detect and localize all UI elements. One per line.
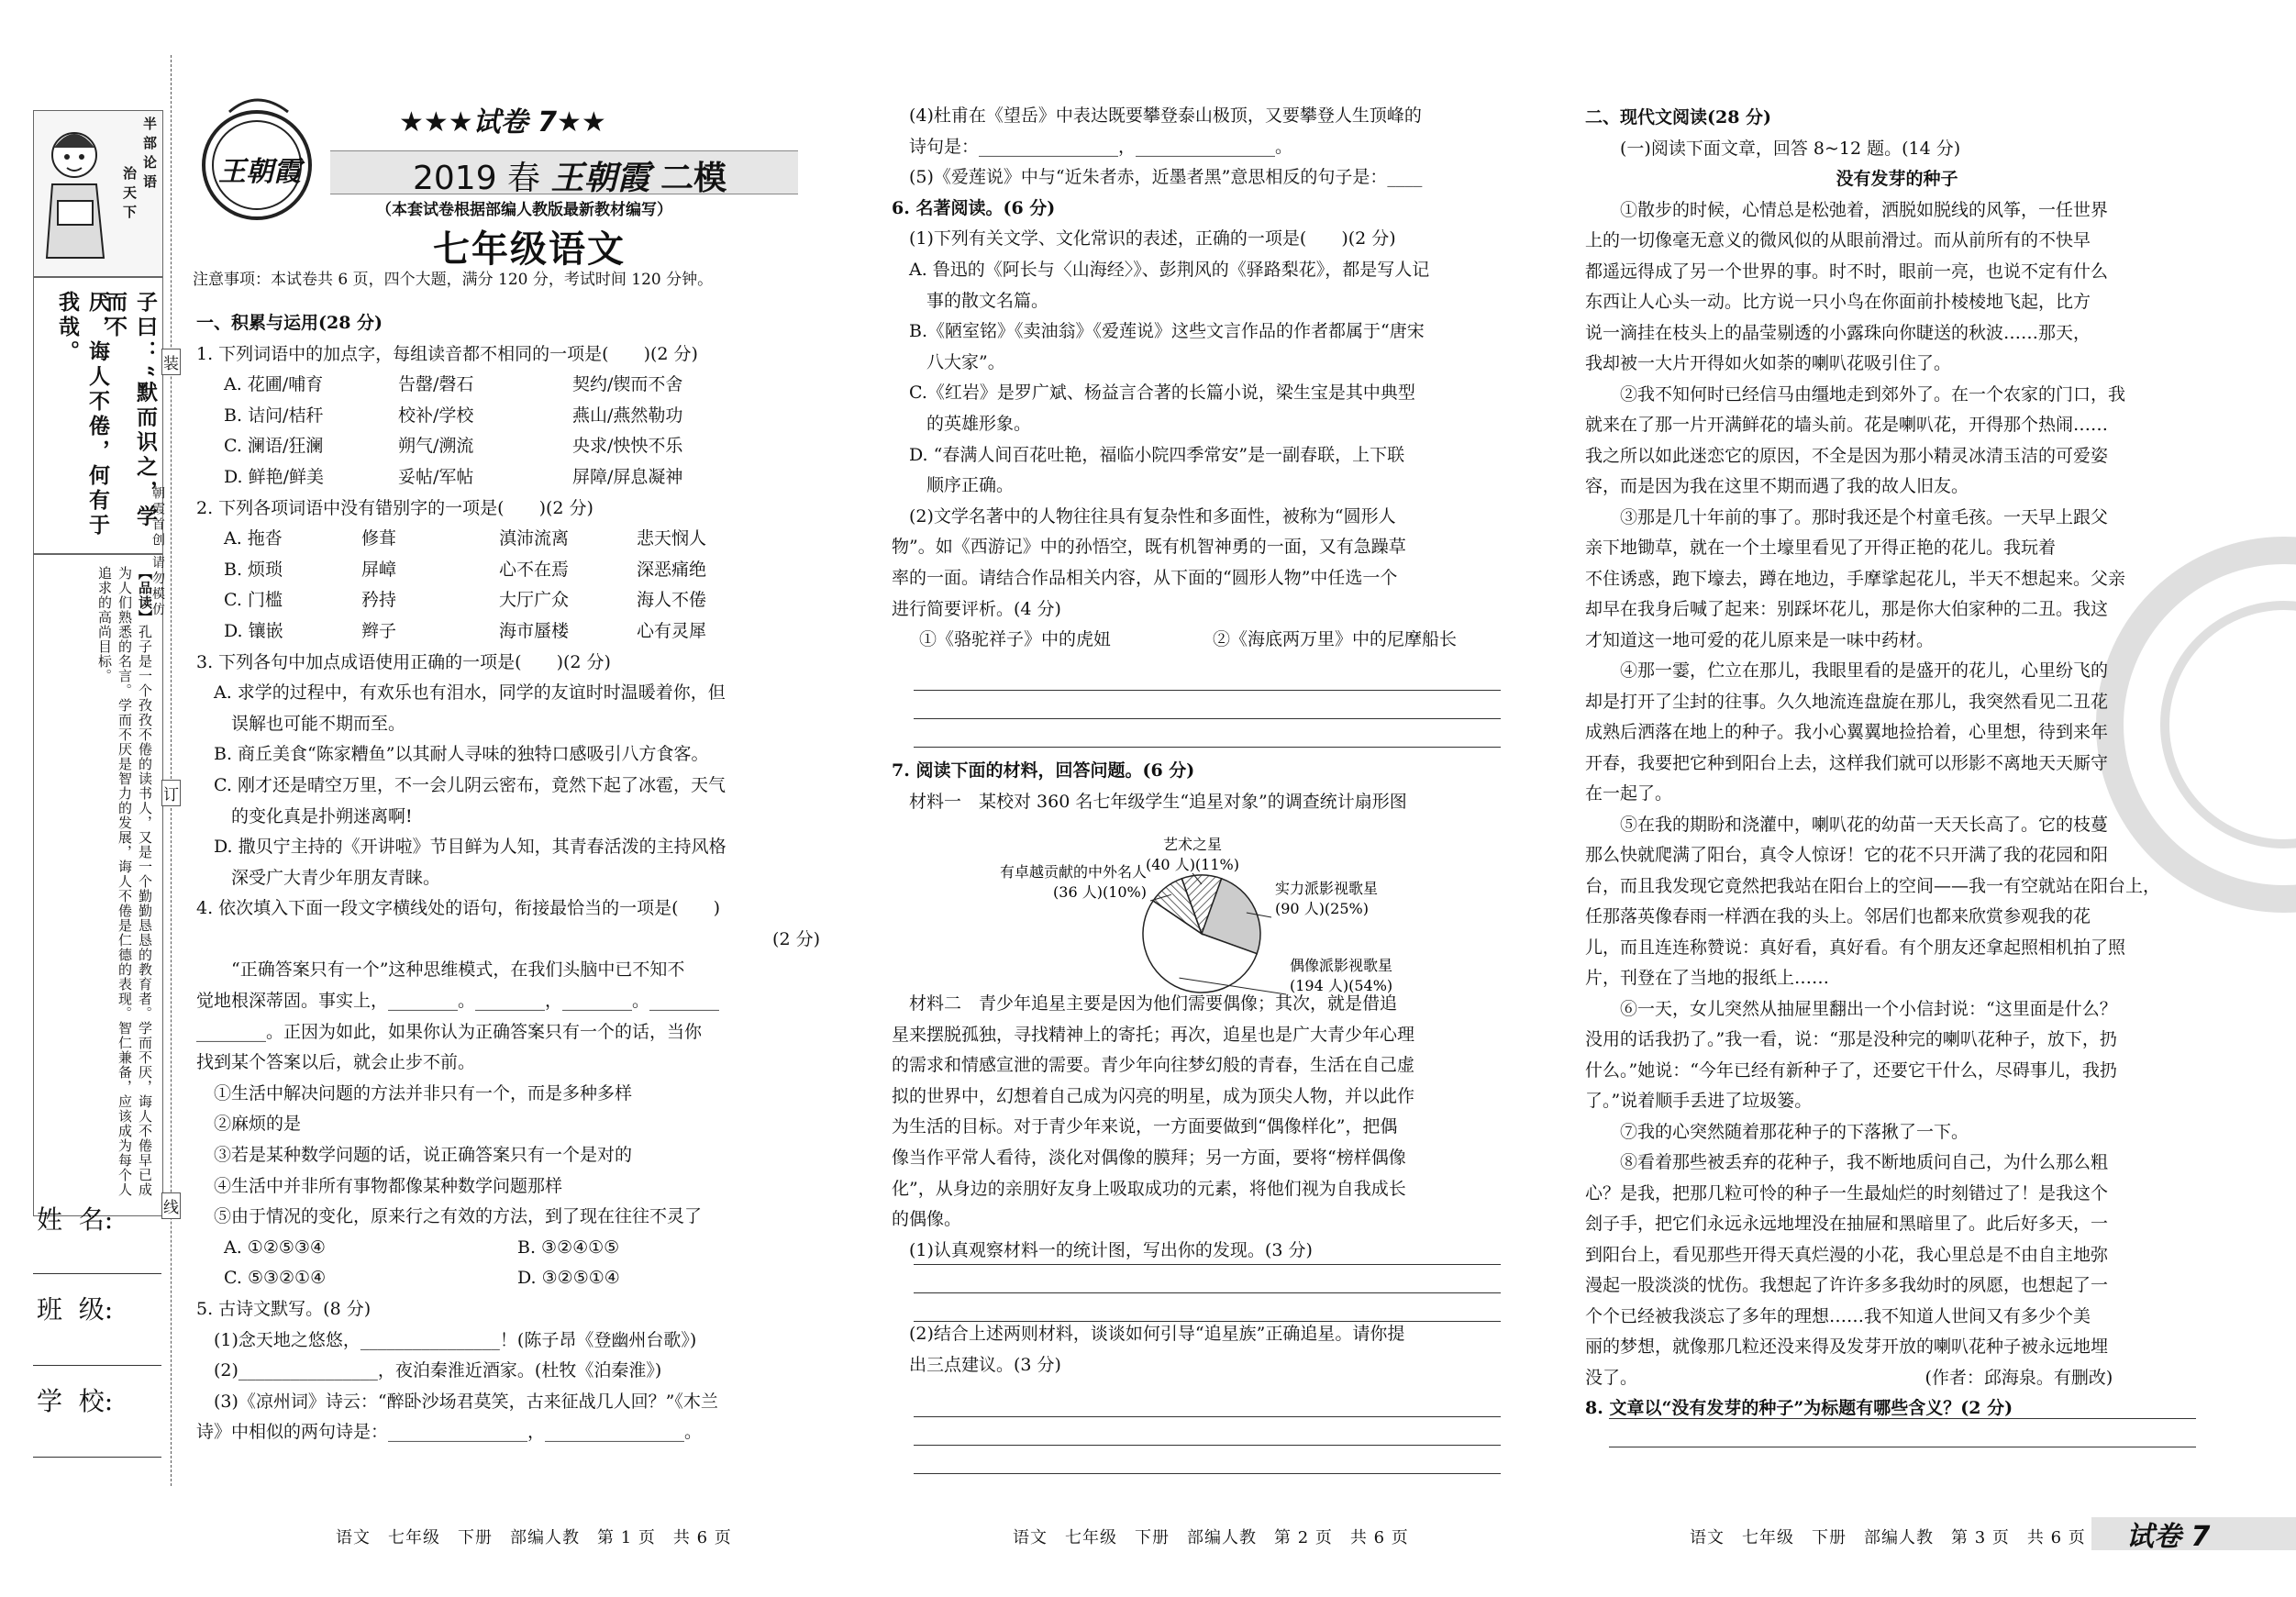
col1-line <box>196 1233 820 1264</box>
col3-line <box>1585 1332 2209 1363</box>
option-cell: 心有灵犀 <box>637 620 707 641</box>
col3-line <box>1585 933 2209 964</box>
cut-mark-3: 线 <box>161 1192 181 1219</box>
option-cell: 妥帖/军帖 <box>398 466 474 487</box>
col2c-line <box>892 1081 1515 1113</box>
col1-line <box>196 863 820 894</box>
text-line: 都遥远得成了另一个世界的事。时不时，眼前一亮，也说不定有什么 <box>1585 261 2109 282</box>
text-line: 进行简要评析。(4 分) <box>892 598 1061 619</box>
col2-line <box>892 348 1515 379</box>
sidebar-brand-text-1: 半部论语 <box>141 116 158 194</box>
footer-tag: 试卷 7 <box>2126 1521 2211 1553</box>
text-line: 误解也可能不期而至。 <box>231 713 406 734</box>
col1-line <box>196 1356 820 1387</box>
option-cell: A. 拖沓 <box>224 528 283 549</box>
pie-count-label: (36 人)(10%) <box>1053 883 1147 901</box>
col1-line <box>196 462 820 494</box>
sidebar-brand-text-2: 治天下 <box>121 166 138 224</box>
col3-line <box>1585 349 2209 380</box>
option-cell: B. ③②④①⑤ <box>517 1237 620 1258</box>
text-line: 诗句是：________________，________________。 <box>909 136 1293 157</box>
q7-1-answer-lines[interactable] <box>914 1237 1501 1322</box>
text-line: 说一滴挂在枝头上的晶莹剔透的小露珠向你睫送的秋波……那天， <box>1585 322 2091 343</box>
text-line: 5. 古诗文默写。(8 分) <box>196 1299 372 1319</box>
sidebar <box>28 64 165 1458</box>
binding-dashed-line <box>171 55 172 1486</box>
text-line: (5)《爱莲说》中与“近朱者赤，近墨者黑”意思相反的句子是：____ <box>909 167 1423 188</box>
column-2 <box>892 101 1515 656</box>
text-line: C.《红岩》是罗广斌、杨益言合著的长篇小说，梁生宝是其中典型 <box>909 383 1415 404</box>
text-line: 拟的世界中，幻想着自己成为闪亮的明星，成为顶尖人物，并以此作 <box>892 1085 1415 1106</box>
col2-line <box>892 101 1515 132</box>
col3-line <box>1585 164 2209 195</box>
col3-line <box>1585 195 2209 227</box>
text-line: ⑥一天，女儿突然从抽屉里翻出一个小信封说：“这里面是什么？ <box>1620 998 2117 1019</box>
pie-label: 有卓越贡献的中外名人 <box>999 863 1147 881</box>
col2-line <box>892 532 1515 563</box>
col3-line <box>1585 257 2209 288</box>
text-line: 8. 文章以“没有发芽的种子”为标题有哪些含义？(2 分) <box>1585 1398 2013 1418</box>
text-line: 没用的话我扔了。”我一看，说：“那是没种完的喇叭花种子，放下，扔 <box>1585 1029 2117 1049</box>
sidebar-quote-right: 子曰：“默而识之，学而不 <box>103 291 158 530</box>
text-line: 星来摆脱孤独，寻找精神上的寄托；再次，追星也是广大青少年心理 <box>892 1024 1415 1045</box>
text-line: ①散步的时候，心情总是松弛着，洒脱如脱线的风筝，一任世界 <box>1620 199 2109 220</box>
text-line: 我却被一大片开得如火如荼的喇叭花吸引住了。 <box>1585 353 1952 373</box>
col2-line <box>892 316 1515 348</box>
option-cell: C. 澜语/狂澜 <box>224 436 324 457</box>
text-line: 的变化真是扑朔迷离啊! <box>231 805 413 826</box>
title-brand: 王朝霞 <box>550 160 650 197</box>
col1-line <box>196 1202 820 1233</box>
text-line: 我之所以如此迷恋它的原因，不全是因为那小精灵冰清玉洁的可爱姿 <box>1585 445 2109 466</box>
paper-number: ★★★试卷 7★★ <box>399 106 606 139</box>
col2-line <box>892 224 1515 255</box>
text-line: 容，而是因为我在这里不期而遇了我的故人旧友。 <box>1585 476 1969 496</box>
text-line: A. 鲁迅的《阿长与〈山海经〉》、彭荆风的《驿路梨花》，都是写人记 <box>909 259 1430 280</box>
option-cell: 大厅广众 <box>499 590 570 611</box>
col1-line <box>196 1048 820 1079</box>
option-cell: D. 镶嵌 <box>224 620 283 641</box>
text-line: 7. 阅读下面的材料，回答问题。(6 分) <box>892 760 1195 781</box>
text-line: (1)认真观察材料一的统计图，写出你的发现。(3 分) <box>909 1239 1313 1260</box>
option-cell: D. ③②⑤①④ <box>517 1268 620 1289</box>
text-line: 3. 下列各句中加点成语使用正确的一项是( )(2 分) <box>196 651 611 672</box>
sidebar-quote-left: 厌，诲人不倦，何有于我哉。 <box>55 291 110 538</box>
text-line: 找到某个答案以后，就会止步不前。 <box>196 1052 476 1073</box>
header <box>193 92 816 312</box>
col2-line <box>892 440 1515 471</box>
col3-line <box>1585 1240 2209 1271</box>
name-field[interactable] <box>33 1273 161 1274</box>
text-line: ⑤在我的期盼和浇灌中，喇叭花的幼苗一天天长高了。它的枝蔓 <box>1620 814 2109 835</box>
text-line: 上的一切像毫无意义的微风似的从眼前滑过。而从前所有的不快早 <box>1585 230 2091 250</box>
col3-line <box>1585 471 2209 503</box>
option-cell: 修葺 <box>361 528 397 549</box>
column-2-q7-2 <box>892 1319 1515 1381</box>
col3-line <box>1585 1025 2209 1056</box>
text-line: (1)念天地之悠悠，________________！(陈子昂《登幽州台歌》) <box>214 1329 697 1350</box>
text-line: 化”，从身边的亲朋好友身上吸取成功的元素，将他们视为自我成长 <box>892 1178 1406 1199</box>
col3-line <box>1585 994 2209 1026</box>
col1-line <box>196 616 820 648</box>
col1-line <box>196 524 820 555</box>
text-line: D. “春满人间百花吐艳，福临小院四季常安”是一副春联，上下联 <box>909 444 1405 465</box>
text-line: 才知道这一地可爱的花儿原来是一味中药材。 <box>1585 629 1935 650</box>
col2-line <box>892 162 1515 194</box>
sidebar-note-text: 孔子是一个孜孜不倦的读书人，又是一个勤勤恳恳的教育者。学而不厌，诲人不倦早已成为人们熟悉的名言。学而不厌是智力的发展，诲人不倦是仁德的表现。智仁兼备，应该成为每个人追求的高尚目标。 <box>96 566 153 1197</box>
text-line: 的需求和情感宣泄的需要。青少年向往梦幻般的青春，生活在自己虚 <box>892 1055 1415 1076</box>
column-2-material-2 <box>892 989 1515 1266</box>
col2-line <box>892 194 1515 225</box>
option-cell: 辫子 <box>361 620 397 641</box>
col1-line <box>196 1109 820 1140</box>
text-line: 像当作平常人看待，淡化对偶像的膜拜；另一方面，要将“榜样偶像 <box>892 1147 1406 1168</box>
option-cell: 校补/学校 <box>398 405 474 426</box>
text-line: 觉地根深蒂固。事实上，________。________，________。________ <box>196 991 720 1012</box>
text-line: 到阳台上，看见那些开得天真烂漫的小花，我心里总是不由自主地弥 <box>1585 1244 2109 1265</box>
text-line: A. 求学的过程中，有欢乐也有泪水，同学的友谊时时温暖着你，但 <box>214 682 726 704</box>
option-cell: 告罄/磬石 <box>398 374 474 395</box>
text-line: 没有发芽的种子 <box>1836 169 1958 189</box>
col1-line <box>196 986 820 1017</box>
col1-line <box>196 1387 820 1418</box>
col2c-line <box>892 1143 1515 1174</box>
text-line: B.《陋室铭》《卖油翁》《爱莲说》这些文言作品的作者都属于“唐宋 <box>909 321 1425 342</box>
col3-line <box>1585 380 2209 411</box>
pie-count-label: (194 人)(54%) <box>1290 977 1393 994</box>
text-line: 台，而且我发现它竟然把我站在阳台上的空间——我一有空就站在阳台上， <box>1585 875 2161 896</box>
text-line: (一)阅读下面文章，回答 8~12 题。(14 分) <box>1620 138 1961 159</box>
text-line: 事的散文名篇。 <box>926 290 1049 311</box>
footer-page-2: 语文 七年级 下册 部编人教 第 2 页 共 6 页 <box>1013 1528 1409 1547</box>
text-line: ③那是几十年前的事了。那时我还是个村童毛孩。一天早上跟父 <box>1620 506 2109 527</box>
col1-line <box>196 431 820 462</box>
option-cell: B. 烦琐 <box>224 559 283 580</box>
col2-line <box>892 378 1515 409</box>
text-line: D. 撒贝宁主持的《开讲啦》节目鲜为人知，其青春活泼的主持风格 <box>214 837 727 858</box>
text-line: (2)结合上述两则材料，谈谈如何引导“追星族”正确追星。请你提 <box>909 1324 1405 1344</box>
col1-line <box>196 308 820 339</box>
text-line: C. 刚才还是晴空万里，不一会儿阴云密布，竟然下起了冰雹，天气 <box>214 774 726 795</box>
sidebar-quote-box <box>33 277 163 554</box>
col1-line <box>196 401 820 432</box>
col3-line <box>1585 1363 2209 1394</box>
option-cell: 滇沛流离 <box>499 528 570 549</box>
option-cell: ②《海底两万里》中的尼摩船长 <box>1213 629 1458 650</box>
col1-line <box>196 832 820 863</box>
col1-line <box>196 1263 820 1294</box>
text-line: 个个已经被我淡忘了多年的理想……我不知道人世间又有多少个美 <box>1585 1305 2091 1326</box>
text-line: 没了。 (作者：邱海泉。有删改) <box>1585 1367 2113 1388</box>
col1-line <box>196 370 820 401</box>
option-cell: 海人不倦 <box>637 590 707 611</box>
text-line: ⑦我的心突然随着那花种子的下落揪了一下。 <box>1620 1121 1969 1142</box>
text-line: (4)杜甫在《望岳》中表达既要攀登泰山极顶，又要攀登人生顶峰的 <box>909 105 1422 126</box>
col2c-line <box>892 1020 1515 1051</box>
text-line: (3)《凉州词》诗云：“醉卧沙场君莫笑，古来征战几人回？”《木兰 <box>214 1391 718 1412</box>
col1-line <box>196 925 820 956</box>
school-label: 学 校: <box>37 1386 114 1416</box>
col1-line <box>196 709 820 740</box>
text-line: 什么。”她说：“今年已经有新种子了，还要它干什么，尽碍事儿，我扔 <box>1585 1059 2117 1081</box>
text-line: 材料一 某校对 360 名七年级学生“追星对象”的调查统计扇形图 <box>909 791 1407 812</box>
text-line: 了。”说着顺手丢进了垃圾篓。 <box>1585 1091 1813 1111</box>
text-line: 亲下地锄草，就在一个土壕里看见了开得正艳的花儿。我玩着 <box>1585 538 2057 558</box>
option-cell: 心不在焉 <box>499 559 570 580</box>
option-cell: C. 门槛 <box>224 590 283 611</box>
pie-count-label: (90 人)(25%) <box>1275 900 1369 917</box>
col3-line <box>1585 226 2209 257</box>
col3-line <box>1585 1117 2209 1148</box>
school-field[interactable] <box>33 1457 161 1458</box>
text-line: 刽子手，把它们永远永远地埋没在抽屉和黑暗里了。此后好多天，一 <box>1585 1214 2109 1234</box>
text-line: ⑤由于情况的变化，原来行之有效的方法，到了现在往往不灵了 <box>214 1206 703 1227</box>
text-line: “正确答案只有一个”这种思维模式，在我们头脑中已不知不 <box>231 959 685 981</box>
text-line: 那么快就爬满了阳台，真令人惊讶！它的花不只开满了我的花园和阳 <box>1585 845 2109 865</box>
col2-line <box>892 409 1515 440</box>
column-2-q7 <box>892 756 1515 817</box>
footer-page-1: 语文 七年级 下册 部编人教 第 1 页 共 6 页 <box>336 1528 732 1547</box>
col2-line <box>892 563 1515 594</box>
col3-line <box>1585 1179 2209 1210</box>
text-line: ②麻烦的是 <box>214 1114 302 1135</box>
option-cell: A. 花圃/哺育 <box>224 374 324 395</box>
col3-line <box>1585 410 2209 441</box>
text-line: 在一起了。 <box>1585 783 1673 804</box>
sidebar-brand-box <box>33 110 163 277</box>
col2b-line <box>892 756 1515 787</box>
text-line: (2)________________，夜泊秦淮近酒家。(杜牧《泊秦淮》) <box>214 1360 662 1381</box>
column-1 <box>196 308 820 1448</box>
option-cell: A. ①②⑤③④ <box>224 1237 326 1258</box>
col3-line <box>1585 134 2209 165</box>
text-line: ②我不知何时已经信马由缰地走到郊外了。在一个农家的门口，我 <box>1620 383 2126 405</box>
title-line <box>413 152 727 199</box>
col1-line <box>196 648 820 679</box>
col3-line <box>1585 1270 2209 1302</box>
col1-line <box>196 1294 820 1325</box>
col1-line <box>196 1417 820 1448</box>
col1-line <box>196 802 820 833</box>
col1-line <box>196 494 820 525</box>
text-line: B. 商丘美食“陈家糟鱼”以其耐人寻味的独特口感吸引八方食客。 <box>214 744 709 765</box>
title-suffix: 二模 <box>660 160 727 197</box>
text-line: 开春，我要把它种到阳台上去，这样我们就可以形影不离地天天厮守 <box>1585 752 2109 773</box>
text-line: 2. 下列各项词语中没有错别字的一项是( )(2 分) <box>196 497 593 518</box>
sidebar-note-box <box>33 554 163 1216</box>
footer-page-3: 语文 七年级 下册 部编人教 第 3 页 共 6 页 <box>1690 1528 2086 1547</box>
text-line: 不住诱惑，跑下壕去，蹲在地边，手摩挲起花儿，半天不想起来。父亲 <box>1585 568 2126 589</box>
text-line: ③若是某种数学问题的话，说正确答案只有一个是对的 <box>214 1145 633 1166</box>
col2c-line <box>892 1174 1515 1205</box>
col2c-line <box>892 1050 1515 1081</box>
text-line: 6. 名著阅读。(6 分) <box>892 197 1056 218</box>
option-cell: 燕山/燕然勒功 <box>572 405 683 426</box>
sidebar-note-label: 【品读】 <box>137 566 153 625</box>
cut-mark-2: 订 <box>161 780 181 806</box>
boy-reading-icon <box>39 120 111 267</box>
col1-line <box>196 1079 820 1110</box>
col1-line <box>196 339 820 371</box>
option-cell: D. 鲜艳/鲜美 <box>224 466 325 487</box>
text-line: 物”。如《西游记》中的孙悟空，既有机智神勇的一面，又有急躁草 <box>892 537 1406 558</box>
text-line: 二、现代文阅读(28 分) <box>1585 107 1772 128</box>
text-line: 为生活的目标。对于青少年来说，一方面要做到“偶像样化”，把偶 <box>892 1116 1398 1137</box>
text-line: ________。正因为如此，如果你认为正确答案只有一个的话，当你 <box>196 1021 703 1042</box>
q6-answer-lines[interactable] <box>914 662 1501 748</box>
text-line: 一、积累与运用(28 分) <box>196 313 383 333</box>
text-line: 漫起一股淡淡的忧伤。我想起了许许多多我幼时的夙愿，也想起了一 <box>1585 1275 2109 1295</box>
option-cell: 屏嶂 <box>361 559 397 580</box>
col3-line <box>1585 1209 2209 1240</box>
col2-line <box>892 255 1515 286</box>
text-line: 的英雄形象。 <box>926 413 1032 434</box>
text-line: 出三点建议。(3 分) <box>909 1354 1061 1375</box>
text-line: ④那一霎，伫立在那儿，我眼里看的是盛开的花儿，心里纷飞的 <box>1620 660 2109 681</box>
text-line: 丽的梦想，就像那几粒还没来得及发芽开放的喇叭花种子被永远地埋 <box>1585 1336 2109 1357</box>
text-line: 的偶像。 <box>892 1209 962 1230</box>
col3-line <box>1585 1056 2209 1087</box>
pie-label: 艺术之星 <box>1162 836 1223 853</box>
col2c-line <box>892 1204 1515 1236</box>
col3-line <box>1585 1148 2209 1179</box>
col3-line <box>1585 441 2209 472</box>
pie-chart <box>963 833 1532 1007</box>
col2d-line <box>892 1350 1515 1381</box>
col2b-line <box>892 787 1515 818</box>
col1-line <box>196 955 820 986</box>
col1-line <box>196 678 820 709</box>
col2-line <box>892 132 1515 163</box>
text-line: (2 分) <box>772 928 820 949</box>
text-line: 心？是我，把那几粒可怜的种子一生最灿烂的时刻错过了！是我这个 <box>1585 1182 2109 1203</box>
option-cell: ①《骆驼祥子》中的虎妞 <box>919 629 1112 650</box>
class-label: 班 级: <box>37 1294 114 1325</box>
name-label: 姓 名: <box>37 1204 114 1235</box>
col2-line <box>892 594 1515 626</box>
text-line: 却早在我身后喊了起来：别踩坏花儿，那是你大伯家种的二丑。我这 <box>1585 599 2109 619</box>
class-field[interactable] <box>33 1365 161 1366</box>
text-line: 却是打开了尘封的往事。久久地流连盘旋在那儿，我突然看见二丑花 <box>1585 691 2109 712</box>
col1-line <box>196 1017 820 1048</box>
title-year: 2019 春 <box>413 160 541 197</box>
option-cell: 央求/怏怏不乐 <box>572 436 683 457</box>
col1-line <box>196 1325 820 1357</box>
subject-title: 七年级语文 <box>433 227 626 271</box>
option-cell: 契约/锲而不舍 <box>572 374 683 395</box>
text-line: 片，刊登在了当地的报纸上…… <box>1585 968 1830 988</box>
text-line: ④生活中并非所有事物都像某种数学问题那样 <box>214 1175 563 1196</box>
option-cell: B. 诘问/桔秆 <box>224 405 324 426</box>
text-line: 八大家”。 <box>926 351 1005 372</box>
notice: 注意事项：本试卷共 6 页，四个大题，满分 120 分，考试时间 120 分钟。 <box>193 271 714 289</box>
col2d-line <box>892 1319 1515 1350</box>
col2c-line <box>892 989 1515 1020</box>
text-line: 深受广大青少年朋友青睐。 <box>231 867 441 888</box>
col3-line <box>1585 103 2209 134</box>
text-line: 任那落英像春雨一样洒在我的头上。邻居们也都来欣赏参观我的花 <box>1585 906 2091 926</box>
col1-line <box>196 893 820 925</box>
q7-2-answer-lines[interactable] <box>914 1389 1501 1474</box>
col1-line <box>196 771 820 802</box>
option-cell: 矜持 <box>361 590 397 611</box>
text-line: 4. 依次填入下面一段文字横线处的语句，衔接最恰当的一项是( ) <box>196 898 720 919</box>
col2-line <box>892 286 1515 317</box>
option-cell: 海市蜃楼 <box>499 620 570 641</box>
option-cell: 屏障/屏息凝神 <box>572 466 683 487</box>
logo-text: 王朝霞 <box>218 156 301 188</box>
pie-label: 偶像派影视歌星 <box>1290 957 1393 974</box>
text-line: 就来在了那一片开满鲜花的墙头前。花是喇叭花，开得那个热闹…… <box>1585 415 2109 435</box>
col2-line <box>892 502 1515 533</box>
text-line: ①生活中解决问题的方法并非只有一个，而是多种多样 <box>214 1082 633 1103</box>
col1-line <box>196 739 820 771</box>
cut-mark-1: 装 <box>161 349 181 375</box>
pie-count-label: (40 人)(11%) <box>1146 856 1239 873</box>
sidebar-note <box>94 566 155 1199</box>
col3-line <box>1585 1086 2209 1117</box>
col1-line <box>196 1140 820 1171</box>
pie-label: 实力派影视歌星 <box>1275 880 1379 897</box>
text-line: 东西让人心头一动。比方说一只小鸟在你面前扑棱棱地飞起，比方 <box>1585 292 2091 312</box>
text-line: 材料二 青少年追星主要是因为他们需要偶像；其次，就是借追 <box>909 993 1398 1014</box>
col2c-line <box>892 1112 1515 1143</box>
text-line: 1. 下列词语中的加点字，每组读音都不相同的一项是( )(2 分) <box>196 343 698 364</box>
col1-line <box>196 1171 820 1203</box>
sidebar-brand-mark: 朝霞首创 请勿模仿 <box>150 486 165 618</box>
text-line: 儿，而且连连称赞说：真好看，真好看。有个朋友还拿起照相机拍了照 <box>1585 937 2126 958</box>
option-cell: 朔气/溯流 <box>398 436 474 457</box>
watermark-seal <box>2091 532 2296 917</box>
option-cell: 悲天悯人 <box>637 528 707 549</box>
col2-line <box>892 471 1515 502</box>
text-line: 诗》中相似的两句诗是：________________，________________。 <box>196 1422 703 1443</box>
text-line: 率的一面。请结合作品相关内容，从下面的“圆形人物”中任选一个 <box>892 567 1398 588</box>
q8-answer-lines[interactable] <box>1609 1391 2196 1447</box>
text-line: (2)文学名著中的人物往往具有复杂性和多面性，被称为“圆形人 <box>909 505 1396 527</box>
text-line: (1)下列有关文学、文化常识的表述，正确的一项是( )(2 分) <box>909 228 1396 250</box>
text-line: 顺序正确。 <box>926 475 1015 496</box>
col3-line <box>1585 318 2209 349</box>
col3-line <box>1585 503 2209 534</box>
col3-line <box>1585 963 2209 994</box>
text-line: ⑧看着那些被丢弃的花种子，我不断地质问自己，为什么那么粗 <box>1620 1152 2109 1172</box>
text-line: 成熟后洒落在地上的种子。我小心翼翼地捡拾着，心里想，待到来年 <box>1585 722 2109 742</box>
col1-line <box>196 585 820 616</box>
option-cell: C. ⑤③②①④ <box>224 1268 327 1289</box>
col1-line <box>196 555 820 586</box>
col2-line <box>892 625 1515 656</box>
col3-line <box>1585 287 2209 318</box>
col3-line <box>1585 1302 2209 1333</box>
subtitle: （本套试卷根据部编人教版最新教材编写） <box>376 201 672 219</box>
option-cell: 深恶痛绝 <box>637 559 707 580</box>
